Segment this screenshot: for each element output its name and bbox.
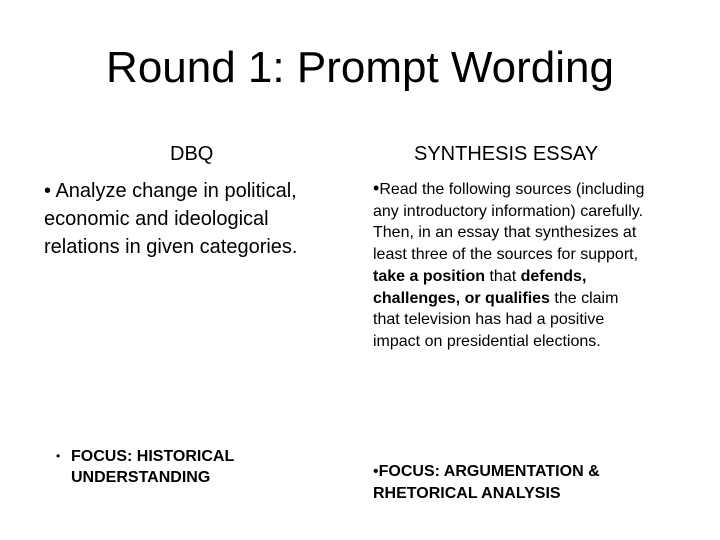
synthesis-prompt-line: challenges, or qualifies the claim (373, 289, 619, 307)
emphasis-text: defends, (520, 267, 587, 285)
synthesis-prompt-line: impact on presidential elections. (373, 332, 601, 350)
synthesis-prompt-line: any introductory information) carefully. (373, 202, 644, 220)
dbq-heading: DBQ (170, 143, 214, 165)
dbq-prompt-text (44, 177, 364, 261)
synthesis-prompt-line: Then, in an essay that synthesizes at (373, 224, 637, 242)
dbq-focus (56, 446, 234, 488)
bullet-icon: • (373, 463, 379, 480)
emphasis-text: take a position (373, 267, 486, 285)
emphasis-text: challenges, or qualifies (373, 289, 550, 307)
synthesis-prompt-text (373, 178, 693, 353)
synthesis-focus-line: RHETORICAL ANALYSIS (373, 485, 561, 502)
bullet-icon: • (373, 178, 380, 198)
dbq-prompt-line: economic and ideological (44, 208, 269, 230)
synthesis-focus-line: •FOCUS: ARGUMENTATION & (373, 463, 600, 480)
dbq-focus-line: FOCUS: HISTORICAL (71, 448, 235, 465)
synthesis-prompt-line: •Read the following sources (including (373, 178, 645, 198)
dbq-prompt-line: • Analyze change in political, (44, 180, 297, 202)
bullet-icon: • (44, 180, 52, 202)
dbq-focus-line: UNDERSTANDING (71, 469, 211, 486)
synthesis-prompt-line: that television has had a positive (373, 311, 605, 329)
bullet-icon: • (56, 449, 61, 463)
dbq-prompt-line: relations in given categories. (44, 236, 298, 258)
synthesis-focus (373, 461, 600, 505)
synthesis-prompt-line: take a position that defends, (373, 267, 587, 285)
synthesis-heading: SYNTHESIS ESSAY (414, 143, 599, 165)
slide-title: Round 1: Prompt Wording (106, 43, 614, 92)
synthesis-prompt-line: least three of the sources for support, (373, 246, 639, 264)
